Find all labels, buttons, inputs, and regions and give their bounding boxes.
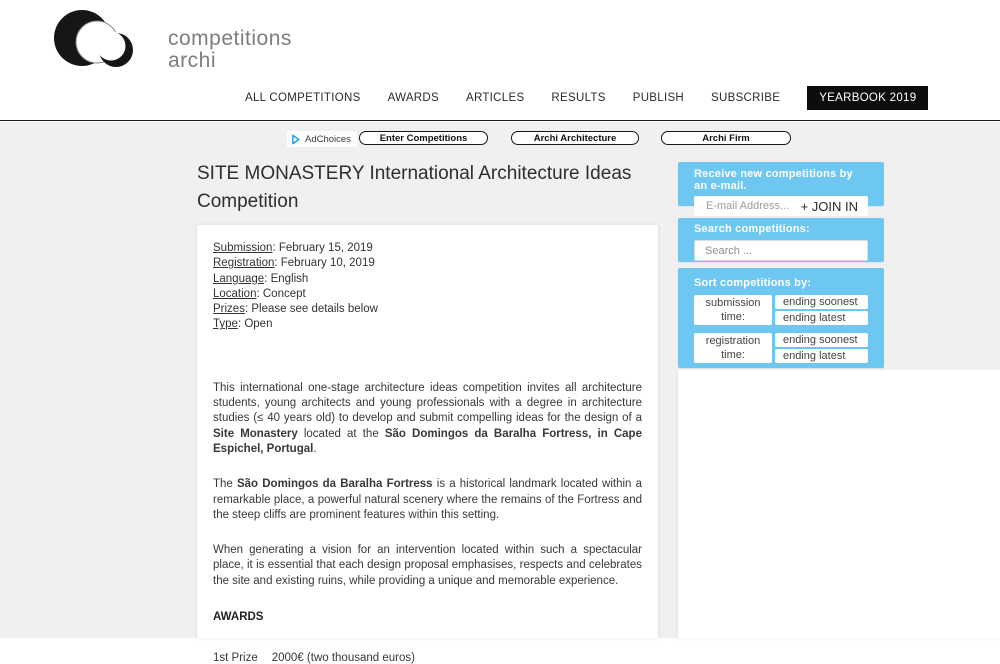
sort-registration-ending-soonest[interactable]: ending soonest bbox=[775, 333, 868, 347]
subscribe-widget bbox=[678, 162, 884, 214]
sort-group-submission bbox=[694, 295, 868, 325]
nav-articles[interactable]: ARTICLES bbox=[465, 92, 525, 104]
article-card bbox=[197, 225, 658, 664]
nav-all-competitions[interactable]: ALL COMPETITIONS bbox=[245, 92, 361, 104]
page-title: SITE MONASTERY International Architecture Ideas Competition bbox=[197, 163, 632, 212]
right-content-panel bbox=[678, 370, 1000, 638]
sort-field-submission: submission time: bbox=[694, 295, 772, 325]
detail-label: Registration bbox=[213, 257, 275, 270]
search-input[interactable] bbox=[694, 240, 868, 261]
site-logo[interactable] bbox=[52, 8, 292, 74]
article-body bbox=[213, 381, 642, 664]
detail-row: Registration: February 10, 2019 bbox=[213, 257, 375, 270]
sort-submission-ending-latest[interactable]: ending latest bbox=[775, 311, 868, 325]
detail-label: Prizes bbox=[213, 303, 245, 316]
main-nav bbox=[245, 84, 928, 112]
sort-widget bbox=[678, 268, 884, 368]
detail-row: Submission: February 15, 2019 bbox=[213, 242, 373, 254]
ad-button-archi-architecture[interactable]: Archi Architecture bbox=[511, 131, 639, 145]
sort-group-registration bbox=[694, 333, 868, 363]
sort-label: Sort competitions by: bbox=[694, 277, 812, 289]
nav-subscribe[interactable]: SUBSCRIBE bbox=[711, 92, 781, 104]
prize-amount: 2000€ (two thousand euros) bbox=[271, 652, 415, 664]
nav-publish[interactable]: PUBLISH bbox=[632, 92, 685, 104]
site-header bbox=[0, 0, 1000, 121]
ad-button-archi-firm[interactable]: Archi Firm bbox=[661, 131, 791, 145]
subscribe-bar bbox=[694, 196, 868, 216]
paragraph-fortress: The São Domingos da Baralha Fortress is a historical landmark located within a remarkable place, a powerful natural scenery where the remains of the Fortress and the steep cliffs are prominent features within this setting. bbox=[213, 478, 643, 521]
sort-options bbox=[775, 333, 868, 363]
detail-label: Submission bbox=[213, 242, 273, 254]
paragraph-intro: This international one-stage architecture ideas competition invites all architecture students, young architects and young professionals with a degree in architecture studies (≤ 40 years old) to develop and submit compelling ideas for the design of a Site Monastery located at the São Domingos da Baralha Fortress, in Cape Espichel, Portugal. bbox=[213, 381, 642, 455]
detail-value: Open bbox=[244, 318, 273, 331]
detail-label: Location bbox=[213, 287, 257, 300]
sort-options bbox=[775, 295, 868, 325]
detail-row: Language: English bbox=[213, 272, 309, 285]
nav-results[interactable]: RESULTS bbox=[551, 92, 606, 104]
detail-value: February 15, 2019 bbox=[278, 242, 373, 254]
join-in-button[interactable]: + JOIN IN bbox=[797, 199, 868, 214]
sort-field-registration: registration time: bbox=[694, 333, 772, 363]
sort-submission-ending-soonest[interactable]: ending soonest bbox=[775, 295, 868, 309]
paragraph-vision: When generating a vision for an intervention located within such a spectacular place, it is essential that each design proposal emphasises, respects and celebrates the site and existing ruins, while providing a unique and memorable experience. bbox=[213, 544, 642, 587]
adchoices-label: AdChoices bbox=[305, 133, 351, 145]
email-field[interactable] bbox=[694, 200, 797, 212]
detail-label: Type bbox=[213, 318, 238, 331]
prize-rank: 1st Prize bbox=[213, 652, 258, 664]
search-widget bbox=[678, 218, 884, 262]
ad-button-enter-competitions[interactable]: Enter Competitions bbox=[359, 131, 488, 145]
subscribe-label: Receive new competitions by an e-mail. bbox=[694, 168, 853, 192]
adchoices-link[interactable] bbox=[287, 131, 357, 147]
awards-heading: AWARDS bbox=[213, 611, 264, 624]
detail-row: Type: Open bbox=[213, 318, 273, 331]
logo-wordmark bbox=[168, 28, 292, 72]
detail-value: February 10, 2019 bbox=[280, 257, 375, 270]
detail-row: Prizes: Please see details below bbox=[213, 303, 378, 316]
sort-registration-ending-latest[interactable]: ending latest bbox=[775, 349, 868, 363]
logo-line2: archi bbox=[168, 49, 217, 72]
competition-details bbox=[213, 241, 642, 333]
nav-awards[interactable]: AWARDS bbox=[387, 92, 439, 104]
detail-value: Please see details below bbox=[251, 303, 378, 316]
prize-line bbox=[213, 652, 642, 664]
nav-yearbook-2019[interactable]: YEARBOOK 2019 bbox=[807, 86, 928, 110]
detail-value: Concept bbox=[262, 287, 306, 300]
detail-label: Language bbox=[213, 272, 265, 285]
logo-line1: competitions bbox=[168, 27, 292, 50]
search-label: Search competitions: bbox=[694, 223, 810, 235]
detail-value: English bbox=[270, 272, 309, 285]
detail-row: Location: Concept bbox=[213, 287, 306, 300]
adchoices-icon bbox=[291, 134, 302, 145]
